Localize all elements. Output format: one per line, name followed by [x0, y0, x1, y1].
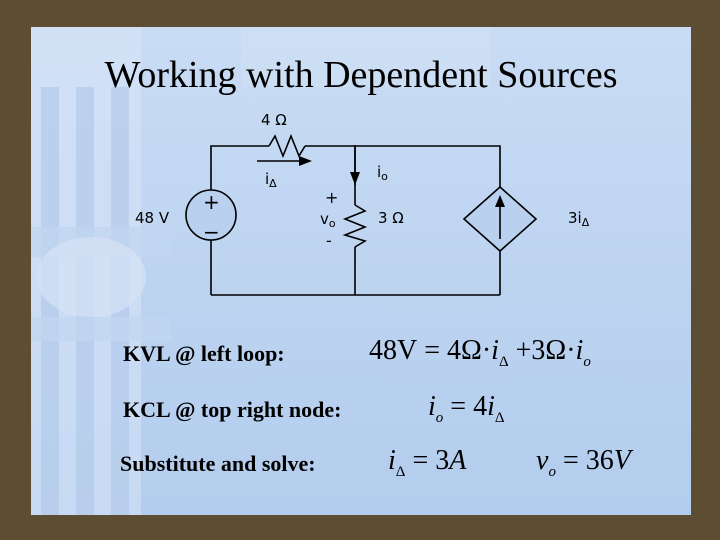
solve-i-delta: $i_\Delta = 3A$ — [388, 445, 467, 480]
i-delta-arrowhead — [299, 156, 312, 166]
slide — [31, 27, 691, 515]
circuit-diagram — [31, 27, 691, 515]
mid-resistor-label: 3 Ω — [378, 209, 404, 227]
source-plus: + — [203, 190, 220, 214]
top-resistor-label: 4 Ω — [261, 111, 287, 129]
source-minus: − — [203, 220, 220, 244]
i-delta-label: $i_\Delta$ — [265, 170, 277, 190]
vo-minus: - — [326, 231, 332, 250]
vo-label: $v_o$ — [320, 210, 336, 230]
solve-label: Substitute and solve: — [120, 451, 316, 476]
source-voltage-label: 48 V — [135, 209, 170, 227]
io-arrowhead — [350, 172, 360, 185]
dep-source-label: $3i_\Delta$ — [568, 209, 590, 229]
kvl-label: KVL @ left loop: — [123, 341, 285, 366]
slide-title: Working with Dependent Sources — [104, 54, 618, 96]
resistor-4ohm — [269, 136, 305, 156]
solve-vo: $v_o = 36V$ — [536, 445, 631, 480]
vo-plus: + — [325, 188, 339, 207]
io-label: $i_o$ — [377, 163, 388, 183]
kvl-equation: $48V = 4\Omega\cdot i_\Delta +3\Omega\cdot i_o$ — [369, 335, 591, 370]
kcl-equation: $i_o = 4i_\Delta$ — [428, 391, 505, 426]
resistor-3ohm — [345, 205, 365, 247]
kcl-label: KCL @ top right node: — [123, 397, 342, 422]
